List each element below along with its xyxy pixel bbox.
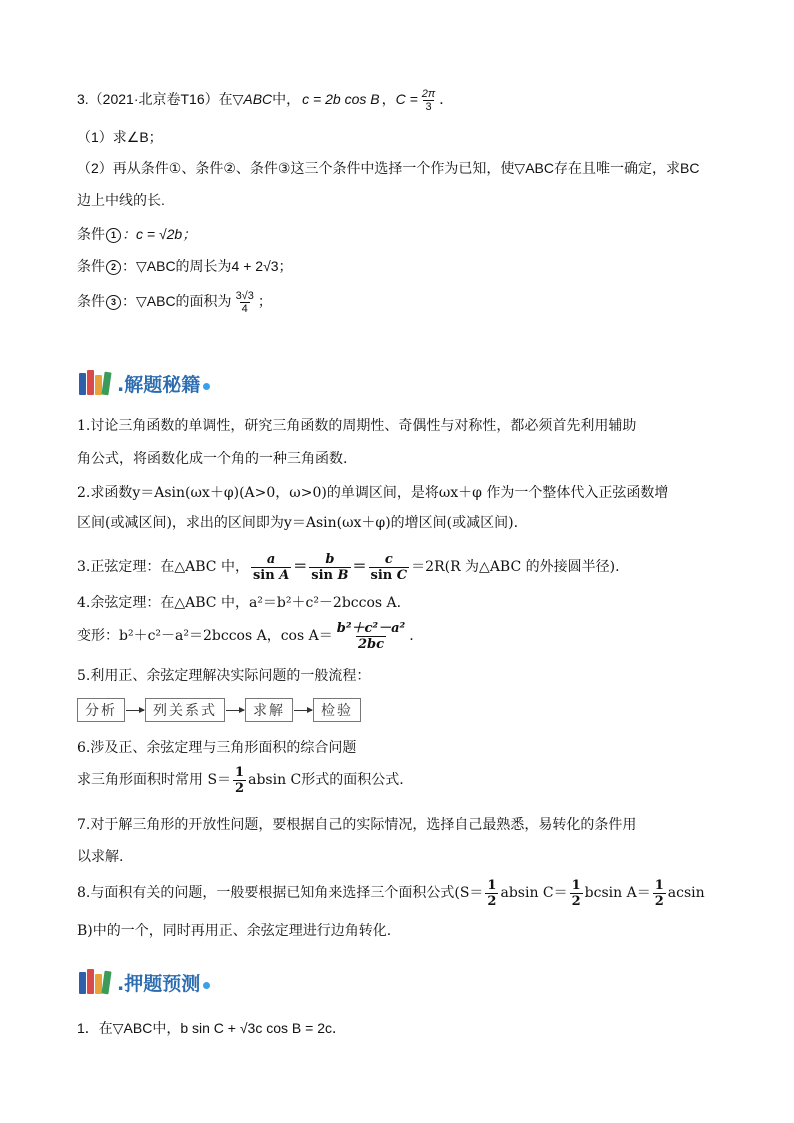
circled-3: 3 xyxy=(106,295,121,310)
circled-2: 2 xyxy=(106,260,121,275)
arrow-right-icon xyxy=(294,710,312,711)
books-icon xyxy=(77,369,115,397)
triangle-label: ▽ABC xyxy=(232,91,273,108)
fraction-a-sinA: $\frac{a}{\text{sin A}}$ xyxy=(252,551,290,583)
tip-3-lead: 3.正弦定理：在△ABC 中， xyxy=(77,559,249,575)
text: . xyxy=(409,628,414,644)
numerator: 2π xyxy=(421,88,436,100)
text: ． xyxy=(439,91,454,108)
fraction-2pi-3 xyxy=(420,88,438,113)
question-2-line-1: （2）再从条件①、条件②、条件③这三个条件中选择一个作为已知，使▽ABC存在且唯一确定，求BC xyxy=(77,160,700,176)
books-icon xyxy=(77,968,115,996)
tip-8-part: bcsin A＝ xyxy=(584,885,651,901)
condition-label: 条件 xyxy=(77,293,105,310)
problem-1: 1．在▽ABC中，b sin C + √3c cos B = 2c． xyxy=(77,1020,346,1036)
flow-step-analyze: 分析 xyxy=(77,698,125,722)
section-heading-predictions xyxy=(77,967,210,997)
fraction-b-sinB: $\frac{b}{\text{sin B}}$ xyxy=(311,551,349,583)
circled-1: 1 xyxy=(106,228,121,243)
condition-label: 条件 xyxy=(77,226,105,242)
tip-3: 3.正弦定理：在△ABC 中， $\frac{a}{\text{sin A}}$ ＝ $\frac{b}{\text{sin B}}$ ＝ $\frac{c}{\text{sin C}}$ ＝2R(R 为△ABC 的外接圆半径). xyxy=(77,551,620,583)
tip-1-line-2: 角公式，将函数化成一个角的一种三角函数. xyxy=(77,451,348,467)
tip-3-tail: ＝2R(R 为△ABC 的外接圆半径). xyxy=(411,559,620,575)
tip-8-part: 8.与面积有关的问题，一般要根据已知角来选择三个面积公式(S＝ xyxy=(77,885,484,901)
tip-6-line-2 xyxy=(77,762,404,798)
fraction-c-sinC: $\frac{c}{\text{sin C}}$ xyxy=(370,551,408,583)
condition-2 xyxy=(77,256,293,276)
fraction-half: $\frac{1}{2}$ xyxy=(654,877,664,909)
section-title-text: 解题秘籍 xyxy=(124,373,201,396)
condition-3 xyxy=(77,290,272,315)
flow-step-relations: 列关系式 xyxy=(145,698,225,722)
numerator: b²＋c²－a² xyxy=(336,620,406,636)
section-title: .押题预测 xyxy=(117,972,201,995)
condition-formula: c = 2b cos B xyxy=(302,91,380,108)
flow-step-solve: 求解 xyxy=(245,698,293,722)
tip-5: 5.利用正、余弦定理解决实际问题的一般流程： xyxy=(77,668,371,684)
angle-c-eq: C = xyxy=(395,91,418,108)
section-title: .解题秘籍 xyxy=(117,373,201,396)
tip-6-line-1: 6.涉及正、余弦定理与三角形面积的综合问题 xyxy=(77,740,357,756)
section-title-text: 押题预测 xyxy=(124,972,201,995)
tip-4-variant-lead: 变形：b²＋c²－a²＝2bccos A，cos A＝ xyxy=(77,628,333,644)
bullet-dot-icon xyxy=(203,383,210,390)
fraction-area xyxy=(234,290,256,315)
flow-chart xyxy=(77,698,361,722)
fraction-half: $\frac{1}{2}$ xyxy=(487,877,497,909)
text: 中， xyxy=(272,91,301,108)
tip-8-part: absin C＝ xyxy=(500,885,568,901)
fraction-cosA xyxy=(335,621,408,652)
question-2-line-2: 边上中线的长. xyxy=(77,192,165,208)
condition-1-text: ：c = √2b； xyxy=(122,226,197,242)
arrow-right-icon xyxy=(226,710,244,711)
tip-1-line-1: 1.讨论三角函数的单调性，研究三角函数的周期性、奇偶性与对称性，都必须首先利用辅助 xyxy=(77,418,637,434)
numerator: 3√3 xyxy=(235,290,254,302)
denominator: 3 xyxy=(425,101,432,113)
fraction-half: $\frac{1}{2}$ xyxy=(571,877,581,909)
tip-6-tail: absin C形式的面积公式. xyxy=(248,772,404,788)
tip-7-line-1: 7.对于解三角形的开放性问题，要根据自己的实际情况，选择自己最熟悉，易转化的条件用 xyxy=(77,817,637,833)
condition-2-text: ：▽ABC的周长为4 + 2√3； xyxy=(122,258,293,274)
tip-8-line-1 xyxy=(77,874,705,912)
tip-8-part: acsin xyxy=(667,885,705,901)
condition-1 xyxy=(77,224,196,244)
tip-7-line-2: 以求解. xyxy=(77,849,124,865)
text: ， xyxy=(381,91,396,108)
problem-3-header xyxy=(77,88,453,113)
tip-6-lead: 求三角形面积时常用 S＝ xyxy=(77,772,232,788)
condition-3-text: ：▽ABC的面积为 xyxy=(122,293,232,310)
text: ； xyxy=(257,293,272,310)
denominator: 4 xyxy=(241,303,248,315)
tip-4-variant xyxy=(77,618,414,654)
bullet-dot-icon xyxy=(203,982,210,989)
denominator: 2bc xyxy=(357,636,385,652)
problem-source: 3.（2021·北京卷T16）在 xyxy=(77,91,233,108)
flow-step-verify: 检验 xyxy=(313,698,361,722)
section-heading-solution-tips xyxy=(77,368,210,398)
tip-4: 4.余弦定理：在△ABC 中，a²＝b²＋c²－2bccos A. xyxy=(77,595,402,611)
fraction-half: $\frac{1}{2}$ xyxy=(235,764,245,796)
tip-2-line-2: 区间(或减区间)，求出的区间即为y＝Asin(ωx＋φ)的增区间(或减区间). xyxy=(77,515,519,531)
tip-8-line-2: B)中的一个，同时再用正、余弦定理进行边角转化. xyxy=(77,923,392,939)
question-1: （1）求∠B； xyxy=(77,129,163,145)
condition-label: 条件 xyxy=(77,258,105,274)
tip-2-line-1: 2.求函数y＝Asin(ωx＋φ)(A>0，ω>0)的单调区间，是将ωx＋φ 作为一个整体代入正弦函数增 xyxy=(77,485,669,501)
arrow-right-icon xyxy=(126,710,144,711)
